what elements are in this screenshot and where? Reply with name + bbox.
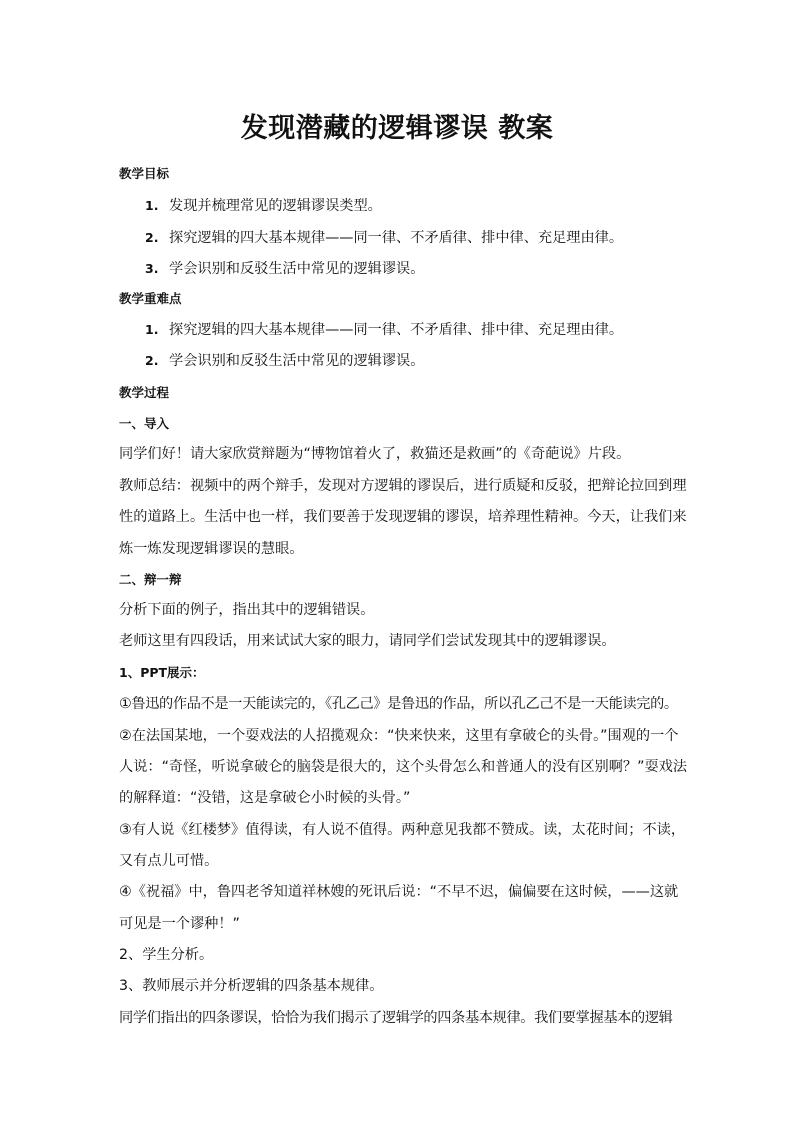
step-2: 2、学生分析。 xyxy=(119,947,214,963)
goal-item xyxy=(145,228,623,248)
keypoint-text: 探究逻辑的四大基本规律——同一律、不矛盾律、排中律、充足理由律。 xyxy=(169,322,624,338)
intro-paragraph: 同学们好！请大家欣赏辩题为“博物馆着火了，救猫还是救画”的《奇葩说》片段。 xyxy=(119,446,631,462)
goals-heading: 教学目标 xyxy=(119,166,170,181)
summary-line: 教师总结：视频中的两个辩手，发现对方逻辑的谬误后，进行质疑和反驳，把辩论拉回到理 xyxy=(119,478,687,494)
example-2-line: 的解释道：“没错，这是拿破仑小时候的头骨。” xyxy=(119,790,411,806)
example-3-line: 又有点儿可惜。 xyxy=(119,853,219,869)
intro-heading: 一、导入 xyxy=(119,416,170,431)
keypoint-number: 2. xyxy=(145,353,159,368)
example-2-line: ②在法国某地，一个耍戏法的人招揽观众：“快来快来，这里有拿破仑的头骨。”围观的一个 xyxy=(119,728,679,744)
debate-heading: 二、辩一辩 xyxy=(119,572,182,587)
keypoint-item xyxy=(145,320,623,340)
process-heading: 教学过程 xyxy=(119,385,170,400)
example-4-line: 可见是一个谬种！” xyxy=(119,916,240,932)
example-2-line: 人说：“奇怪，听说拿破仑的脑袋是很大的，这个头骨怎么和普通人的没有区别啊？”耍戏法 xyxy=(119,759,688,775)
keypoints-heading: 教学重难点 xyxy=(119,291,182,306)
goal-text: 探究逻辑的四大基本规律——同一律、不矛盾律、排中律、充足理由律。 xyxy=(169,230,624,246)
page-title: 发现潜藏的逻辑谬误 教案 xyxy=(240,113,554,144)
debate-paragraph: 老师这里有四段话，用来试试大家的眼力，请同学们尝试发现其中的逻辑谬误。 xyxy=(119,633,616,649)
goal-item xyxy=(145,196,382,216)
example-4-line: ④《祝福》中，鲁四老爷知道祥林嫂的死讯后说：“不早不迟，偏偏要在这时候，——这就 xyxy=(119,884,679,900)
goal-number: 3. xyxy=(145,261,159,276)
goal-text: 学会识别和反驳生活中常见的逻辑谬误。 xyxy=(169,261,425,277)
keypoint-number: 1. xyxy=(145,322,159,337)
ppt-label: 1、PPT展示： xyxy=(119,665,205,680)
keypoint-item xyxy=(145,351,424,371)
summary-line: 性的道路上。生活中也一样，我们要善于发现逻辑的谬误，培养理性精神。今天，让我们来 xyxy=(119,509,687,525)
goal-text: 发现并梳理常见的逻辑谬误类型。 xyxy=(169,198,382,214)
example-3-line: ③有人说《红楼梦》值得读，有人说不值得。两种意见我都不赞成。读，太花时间；不读， xyxy=(119,822,686,838)
goal-item xyxy=(145,259,424,279)
debate-instruction: 分析下面的例子，指出其中的逻辑错误。 xyxy=(119,602,375,618)
final-paragraph: 同学们指出的四条谬误，恰恰为我们揭示了逻辑学的四条基本规律。我们要掌握基本的逻辑 xyxy=(119,1010,673,1026)
example-1: ①鲁迅的作品不是一天能读完的，《孔乙己》是鲁迅的作品，所以孔乙己不是一天能读完的。 xyxy=(119,696,678,712)
step-3: 3、教师展示并分析逻辑的四条基本规律。 xyxy=(119,978,384,994)
keypoint-text: 学会识别和反驳生活中常见的逻辑谬误。 xyxy=(169,353,425,369)
goal-number: 2. xyxy=(145,230,159,245)
summary-line: 炼一炼发现逻辑谬误的慧眼。 xyxy=(119,541,304,557)
goal-number: 1. xyxy=(145,198,159,213)
